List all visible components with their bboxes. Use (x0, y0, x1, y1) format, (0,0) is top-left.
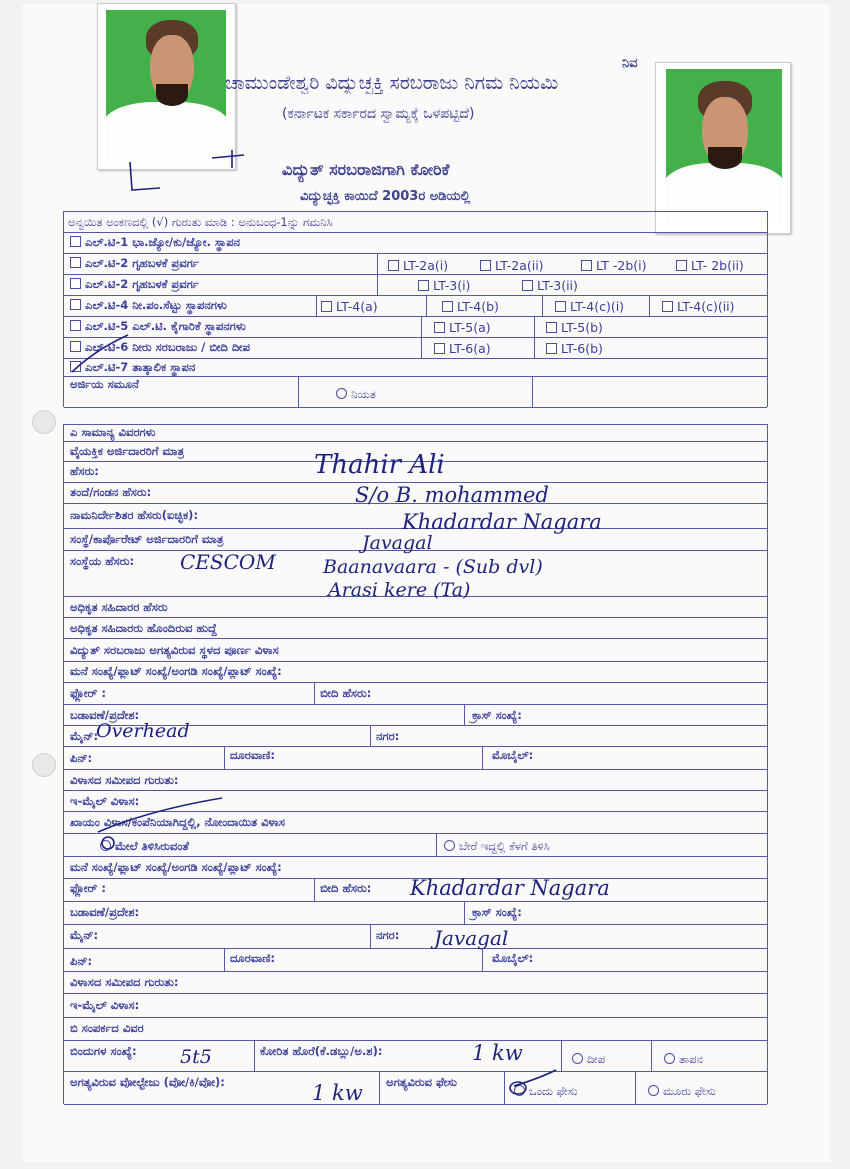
cross-label: ಕ್ರಾಸ್ ಸಂಖ್ಯೆ: (472, 708, 522, 722)
act-line: ವಿದ್ಯುಚ್ಛಕ್ತಿ ಕಾಯಿದೆ 2003ರ ಅಡಿಯಲ್ಲಿ (300, 189, 471, 204)
mobile-label-2: ಮೊಬೈಲ್: (492, 951, 534, 965)
opt-lt2bi[interactable]: LT -2b(i) (581, 258, 646, 273)
house-number-label-2: ಮನೆ ಸಂಖ್ಯೆ/ಫ್ಲಾಟ್ ಸಂಖ್ಯೆ/ಅಂಗಡಿ ಸಂಖ್ಯೆ/ಪ್ಲಾಟ್ ಸಂಖ್ಯೆ: (70, 860, 282, 874)
hw-org: CESCOM (180, 550, 276, 574)
requested-load-label: ಕೋರಿತ ಹೊರೆ(ಕೆ.ಡಬ್ಲು/ಅ.ಶ): (260, 1044, 383, 1058)
opt-lt6b[interactable]: LT-6(b) (546, 341, 603, 356)
category-instruction: ಅನ್ವಯಿತ ಅಂಕಣದಲ್ಲಿ (√) ಗುರುತು ಮಾಡಿ : ಅನುಬಂಧ-1ನ್ನು ಗಮನಿಸಿ (68, 215, 333, 229)
name-label: ಹೆಸರು: (70, 464, 99, 478)
house-number-label: ಮನೆ ಸಂಖ್ಯೆ/ಫ್ಲಾಟ್ ಸಂಖ್ಯೆ/ಅಂಗಡಿ ಸಂಖ್ಯೆ/ಪ್ಲಾಟ್ ಸಂಖ್ಯೆ: (70, 664, 282, 678)
nominee-label: ನಾಮನಿರ್ದೇಶಿತರ ಹೆಸರು(ಐಚ್ಛಿಕ): (70, 508, 199, 522)
landmark-label: ವಿಳಾಸದ ಸಮೀಪದ ಗುರುತು: (70, 773, 179, 787)
hw-points: 5t5 (180, 1046, 212, 1068)
org-name-label: ಸಂಸ್ಥೆಯ ಹೆಸರು: (70, 554, 135, 568)
landmark-label-2: ವಿಳಾಸದ ಸಮೀಪದ ಗುರುತು: (70, 975, 179, 989)
hw-org-2: Baanavaara - (Sub dvl) (323, 556, 543, 578)
lt2a-label: ಎಲ್.ಟಿ-2 ಗೃಹಬಳಕೆ ಪ್ರವರ್ಗ (85, 256, 199, 270)
lt7-label: ಎಲ್.ಟಿ-7 ತಾತ್ಕಾಲಿಕ ಸ್ಥಾಪನ (85, 360, 196, 374)
opt-lt5a[interactable]: LT-5(a) (434, 320, 491, 335)
same-as-above-option[interactable]: ಮೇಲೆ ತಿಳಿಸಿರುವಂತೆ (100, 839, 189, 854)
opt-lt2bii[interactable]: LT- 2b(ii) (676, 258, 744, 273)
lt6-label: ಎಲ್.ಟಿ-6 ನೀರು ಸರಬರಾಜು / ಬೀದಿ ದೀಪ (85, 340, 250, 354)
three-phase-option[interactable]: ಮೂರು ಫೇಸು (648, 1084, 716, 1099)
floor-label: ಫ್ಲೋರ್ : (70, 686, 106, 700)
opt-lt4a[interactable]: LT-4(a) (321, 299, 378, 314)
opt-lt4ci[interactable]: LT-4(c)(i) (555, 299, 624, 314)
permanent-address-heading: ಖಾಯಂ ವಿಳಾಸ/ಕಂಪೆನಿಯಾಗಿದ್ದಲ್ಲಿ, ನೋಂದಾಯಿತ ವಿಳಾಸ (70, 815, 285, 829)
phase-label: ಅಗತ್ಯವಿರುವ ಫೇಸು (386, 1075, 457, 1089)
hw-father: S/o B. mohammed (355, 483, 549, 507)
hw-voltage: 1 kw (312, 1081, 363, 1105)
city-label: ನಗರ: (376, 729, 400, 743)
phone-label-2: ದೂರವಾಣಿ: (230, 951, 276, 965)
application-type-label: ಅರ್ಜಿಯ ಸಮೂನೆ (70, 377, 139, 391)
lt2b-label: ಎಲ್.ಟಿ-2 ಗೃಹಬಳಕೆ ಪ್ರವರ್ಗ (85, 277, 199, 291)
father-name-label: ತಂದೆ/ಗಂಡನ ಹೆಸರು: (70, 485, 152, 499)
corporate-heading: ಸಂಸ್ಥೆ/ಕಾರ್ಪೊರೇಟ್ ಅರ್ಜಿದಾರರಿಗೆ ಮಾತ್ರ (70, 532, 224, 546)
opt-lt4b[interactable]: LT-4(b) (442, 299, 499, 314)
hw-main: Overhead (96, 720, 190, 742)
company-name: ಚಾಮುಂಡೇಶ್ವರಿ ವಿದ್ಯುಚ್ಛಕ್ತಿ ಸರಬರಾಜು ನಿಗಮ ನಿಯಮಿ (225, 72, 559, 94)
hw-address-1: Khadardar Nagara (402, 510, 602, 534)
email-label: ಇ-ಮೈಲ್ ವಿಳಾಸ: (70, 794, 140, 808)
main-label: ಮೈನ್: (70, 729, 99, 743)
light-option[interactable]: ದೀಪ (572, 1052, 605, 1067)
mobile-label: ಮೊಬೈಲ್: (492, 748, 534, 762)
opt-lt3ii[interactable]: LT-3(ii) (522, 278, 578, 293)
supply-address-heading: ವಿದ್ಯುತ್ ಸರಬರಾಜು ಅಗತ್ಯವಿರುವ ಸ್ಥಳದ ಪೂರ್ಣ ವಿಳಾಸ (70, 643, 279, 657)
company-subtitle: (ಕರ್ನಾಟಕ ಸರ್ಕಾರದ ಸ್ವಾಮ್ಯಕ್ಕೆ ಒಳಪಟ್ಟಿದೆ) (282, 106, 475, 122)
authorized-signatory-label: ಅಧಿಕೃತ ಸಹಿದಾರರ ಹೆಸರು (70, 600, 168, 614)
other-address-option[interactable]: ಬೇರೆ ಇದ್ದಲ್ಲಿ ಕೆಳಗೆ ತಿಳಿಸಿ (444, 839, 550, 854)
hw-address-2: Javagal (362, 532, 433, 554)
city-label-2: ನಗರ: (376, 928, 400, 942)
individual-heading: ವೈಯಕ್ತಿಕ ಅರ್ಜಿದಾರರಿಗೆ ಮಾತ್ರ (70, 444, 185, 458)
authorized-designation-label: ಅಧಿಕೃತ ಸಹಿದಾರರು ಹೊಂದಿರುವ ಹುದ್ದೆ (70, 621, 217, 635)
header-fragment: ನಿವ (622, 56, 638, 71)
single-phase-option[interactable]: ಒಂದು ಫೇಸು (514, 1084, 577, 1099)
phone-label: ದೂರವಾಣಿ: (230, 748, 276, 762)
lt1-label: ಎಲ್.ಟಿ-1 ಭಾ.ಜ್ಯೋ/ಕು/ಜ್ಯೋ. ಸ್ಥಾಪನ (85, 235, 241, 249)
heat-option[interactable]: ತಾಪನ (664, 1052, 703, 1067)
area-label: ಬಡಾವಣೆ/ಪ್ರದೇಶ: (70, 708, 140, 722)
street-label: ಬೀದಿ ಹೆಸರು: (320, 686, 372, 700)
main-label-2: ಮೈನ್: (70, 928, 99, 942)
pin-label: ಪಿನ್: (70, 751, 93, 765)
opt-lt2ai[interactable]: LT-2a(i) (388, 258, 448, 273)
regular-option[interactable]: ನಿಯತ (336, 387, 376, 402)
opt-lt2aii[interactable]: LT-2a(ii) (480, 258, 544, 273)
cross-label-2: ಕ್ರಾಸ್ ಸಂಖ್ಯೆ: (472, 905, 522, 919)
pin-label-2: ಪಿನ್: (70, 954, 93, 968)
opt-lt4cii[interactable]: LT-4(c)(ii) (662, 299, 735, 314)
opt-lt3i[interactable]: LT-3(i) (418, 278, 470, 293)
street-label-2: ಬೀದಿ ಹೆಸರು: (320, 881, 372, 895)
hw-name: Thahir Ali (314, 450, 445, 480)
points-label: ಬಿಂದುಗಳ ಸಂಖ್ಯೆ: (70, 1044, 137, 1058)
hw-org-3: Arasi kere (Ta) (328, 579, 471, 601)
section-b-title: ಬಿ ಸಂಪರ್ಕದ ವಿವರ (70, 1021, 144, 1035)
floor-label-2: ಫ್ಲೋರ್ : (70, 881, 106, 895)
lt5-label: ಎಲ್.ಟಿ-5 ಎಲ್.ಟಿ. ಕೈಗಾರಿಕೆ ಸ್ಥಾಪನಗಳು (85, 319, 246, 333)
hw-load: 1 kw (472, 1041, 523, 1065)
hw-city-2: Javagal (434, 926, 509, 950)
lt4-label: ಎಲ್.ಟಿ-4 ನೀ.ಪಂ.ಸೆಟ್ಟು ಸ್ಥಾಪನಗಳು (85, 298, 227, 312)
email-label-2: ಇ-ಮೈಲ್ ವಿಳಾಸ: (70, 998, 140, 1012)
opt-lt5b[interactable]: LT-5(b) (546, 320, 603, 335)
form-title: ವಿದ್ಯುತ್ ಸರಬರಾಜಿಗಾಗಿ ಕೋರಿಕೆ (282, 160, 450, 179)
opt-lt6a[interactable]: LT-6(a) (434, 341, 491, 356)
voltage-label: ಅಗತ್ಯವಿರುವ ವೋಲ್ಟೇಜು (ವೋ/ಕಿ/ವೋ): (70, 1075, 225, 1089)
hw-street-2: Khadardar Nagara (410, 876, 610, 900)
section-a-title: ಎ ಸಾಮಾನ್ಯ ವಿವರಗಳು (70, 425, 156, 439)
area-label-2: ಬಡಾವಣೆ/ಪ್ರದೇಶ: (70, 905, 140, 919)
